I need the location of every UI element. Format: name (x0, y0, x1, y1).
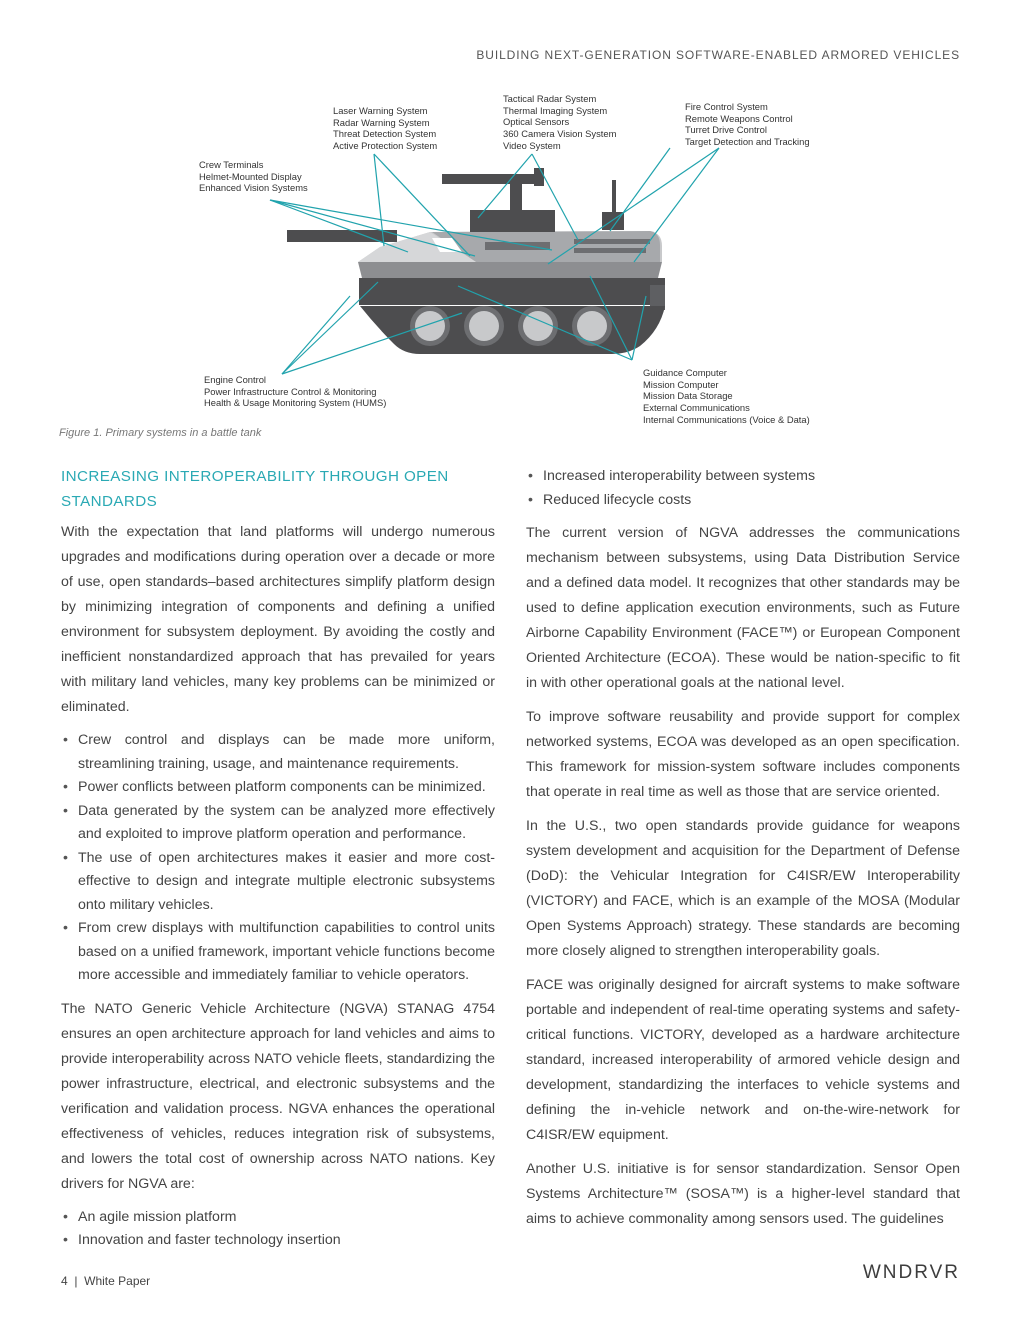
bullet-list (61, 1206, 495, 1253)
label-guidance-systems: Guidance Computer Mission Computer Mission Data Storage External Communications Internal Communications (Voice & Data) (643, 367, 810, 425)
tank-diagram (0, 0, 1020, 440)
tank-vent-2 (574, 239, 650, 244)
list-item: • From crew displays with multifunction capabilities to control units based on a unified framework, important vehicle functions become more accessible and immediately familiar to vehicle operators. (61, 917, 495, 988)
tank-antenna (612, 180, 616, 212)
list-item: • Innovation and faster technology insertion (61, 1229, 495, 1253)
list-item: • Crew control and displays can be made more uniform, streamlining training, usage, and maintenance requirements. (61, 729, 495, 776)
list-item: • Data generated by the system can be analyzed more effectively and exploited to improve platform operation and performance. (61, 800, 495, 847)
label-warning-systems: Laser Warning System Radar Warning System Threat Detection System Active Protection System (333, 105, 438, 152)
tank-lower-hull (359, 278, 665, 305)
paragraph: In the U.S., two open standards provide guidance for weapons system development and acquisition for the Department of Defense (DoD): the Vehicular Integration for C4ISR/EW Interoperability (VICTORY) and FACE, which is an example of the MOSA (Modular Open Systems Approach) strategy. These standards are becoming more closely aligned to strengthen interoperability goals. (526, 818, 960, 959)
label-engine-systems: Engine Control Power Infrastructure Control & Monitoring Health & Usage Monitoring System (HUMS) (204, 374, 387, 409)
tank-vent-3 (574, 248, 646, 253)
brand-logo: WNDRVR (862, 1262, 960, 1283)
label-sensor-systems: Tactical Radar System Thermal Imaging System Optical Sensors 360 Camera Vision System Video System (503, 93, 617, 151)
tank-track (360, 306, 665, 354)
figure-caption: Figure 1. Primary systems in a battle tank (59, 427, 262, 439)
paragraph: The NATO Generic Vehicle Architecture (NGVA) STANAG 4754 ensures an open architecture approach for land vehicles and aims to provide interoperability across NATO vehicle fleets, standardizing the power infrastructure, electrical, and electronic subsystems and the verification and validation process. NGVA enhances the operational effectiveness of vehicles, reduces integration risk of subsystems, and lowers the total cost of ownership across NATO nations. Key drivers for NGVA are: (61, 1000, 495, 1192)
paragraph: To improve software reusability and provide support for complex networked systems, ECOA was developed as an open specification. This framework for mission-system software includes components that operate in real time as well as those that are service oriented. (526, 709, 960, 800)
bullet-list (61, 729, 495, 988)
bullet-list (526, 465, 960, 512)
tank-vent-1 (485, 242, 550, 250)
right-column (526, 465, 960, 1241)
tank-gun-barrel (287, 230, 397, 242)
left-column (61, 464, 495, 1262)
list-item: • The use of open architectures makes it easier and more cost-effective to design and integrate multiple electronic subsystems onto military vehicles. (61, 847, 495, 918)
list-item: • An agile mission platform (61, 1206, 495, 1230)
list-item: • Power conflicts between platform components can be minimized. (61, 776, 495, 800)
tank-roof-weapon-barrel (442, 174, 537, 184)
paragraph: FACE was originally designed for aircraft systems to make software portable and independent of real-time operating systems and safety-critical functions. VICTORY, developed as a hardware architecture standard, increased interoperability of armored vehicle design and development, standardizing the interfaces to vehicle systems and defining the in-vehicle network and on-the-wire-network for C4ISR/EW equipment. (526, 977, 960, 1143)
label-fire-control: Fire Control System Remote Weapons Control Turret Drive Control Target Detection and Tracking (685, 101, 810, 148)
list-item: • Increased interoperability between systems (526, 465, 960, 489)
running-header: BUILDING NEXT-GENERATION SOFTWARE-ENABLED ARMORED VEHICLES (476, 48, 960, 62)
paragraph: The current version of NGVA addresses the communications mechanism between subsystems, using Data Distribution Service and a defined data model. It recognizes that other standards may be used to define application execution environments, such as Future Airborne Capability Environment (FACE™) or European Component Oriented Architecture (ECOA). These would be nation-specific to fit in with other operational goals at the national level. (526, 525, 960, 691)
paragraph: With the expectation that land platforms will undergo numerous upgrades and modifications during operation over a decade or more of use, open standards–based architectures simplify platform design by minimizing integration of components and defining a unified environment for subsystem deployment. By avoiding the costly and inefficient nonstandardized approach that has prevailed for years with military land vehicles, many key problems can be minimized or eliminated. (61, 524, 495, 715)
tank-mid-hull (358, 262, 662, 278)
section-heading: INCREASING INTEROPERABILITY THROUGH OPEN STANDARDS (61, 468, 449, 510)
paragraph: Another U.S. initiative is for sensor standardization. Sensor Open Systems Architecture™ (SOSA™) is a higher-level standard that aims to achieve commonality among sensors used. The guidelines (526, 1161, 960, 1227)
label-crew-systems: Crew Terminals Helmet-Mounted Display Enhanced Vision Systems (199, 159, 308, 194)
list-item: • Reduced lifecycle costs (526, 489, 960, 513)
page-footer: 4 | White Paper (61, 1274, 151, 1288)
